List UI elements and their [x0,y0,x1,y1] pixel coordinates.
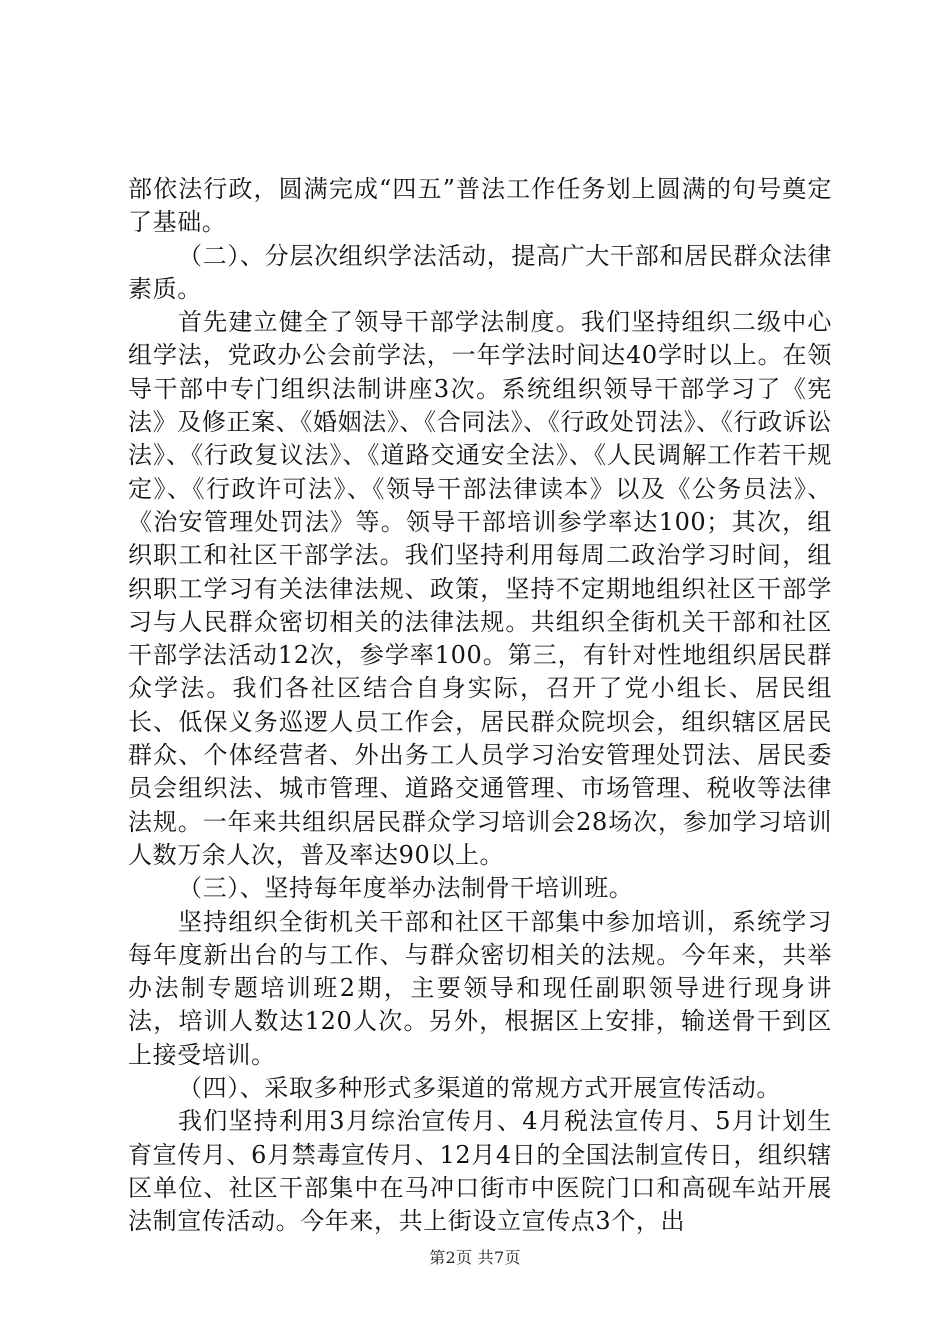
paragraph-training: 坚持组织全街机关干部和社区干部集中参加培训，系统学习每年度新出台的与工作、与群众密切相关的法规。今年来，共举办法制专题培训班2期，主要领导和现任副职领导进行现身讲法，培训人数达120人次。另外，根据区上安排，输送骨干到区上接受培训。 [128,907,832,1069]
paragraph-continuation: 部依法行政，圆满完成“四五”普法工作任务划上圆满的句号奠定了基础。 [128,175,832,237]
document-body [128,173,832,1239]
paragraph-publicity: 我们坚持利用3月综治宣传月、4月税法宣传月、5月计划生育宣传月、6月禁毒宣传月、12月4日的全国法制宣传日，组织辖区单位、社区干部集中在马冲口街市中医院门口和高砚车站开展法制宣传活动。今年来，共上街设立宣传点3个，出 [128,1107,832,1236]
section-heading-3: （三）、坚持每年度举办法制骨干培训班。 [178,874,634,903]
section-heading-4: （四）、采取多种形式多渠道的常规方式开展宣传活动。 [178,1074,781,1103]
page-footer: 第2页 共7页 [429,1248,521,1267]
section-heading-2: （二）、分层次组织学法活动，提高广大干部和居民群众法律素质。 [128,241,832,303]
paragraph-study-program: 首先建立健全了领导干部学法制度。我们坚持组织二级中心组学法，党政办公会前学法，一年学法时间达40学时以上。在领导干部中专门组织法制讲座3次。系统组织领导干部学习了《宪法》及修正案、《婚姻法》、《合同法》、《行政处罚法》、《行政诉讼法》、《行政复议法》、《道路交通安全法》、《人民调解工作若干规定》、《行政许可法》、《领导干部法律读本》以及《公务员法》、《治安管理处罚法》等。领导干部培训参学率达100；其次，组织职工和社区干部学法。我们坚持利用每周二政治学习时间，组织职工学习有关法律法规、政策，坚持不定期地组织社区干部学习与人民群众密切相关的法律法规。共组织全街机关干部和社区干部学法活动12次，参学率100。第三，有针对性地组织居民群众学法。我们各社区结合自身实际，召开了党小组长、居民组长、低保义务巡逻人员工作会，居民群众院坝会，组织辖区居民群众、个体经营者、外出务工人员学习治安管理处罚法、居民委员会组织法、城市管理、道路交通管理、市场管理、税收等法律法规。一年来共组织居民群众学习培训会28场次，参加学习培训人数万余人次，普及率达90以上。 [128,308,832,869]
